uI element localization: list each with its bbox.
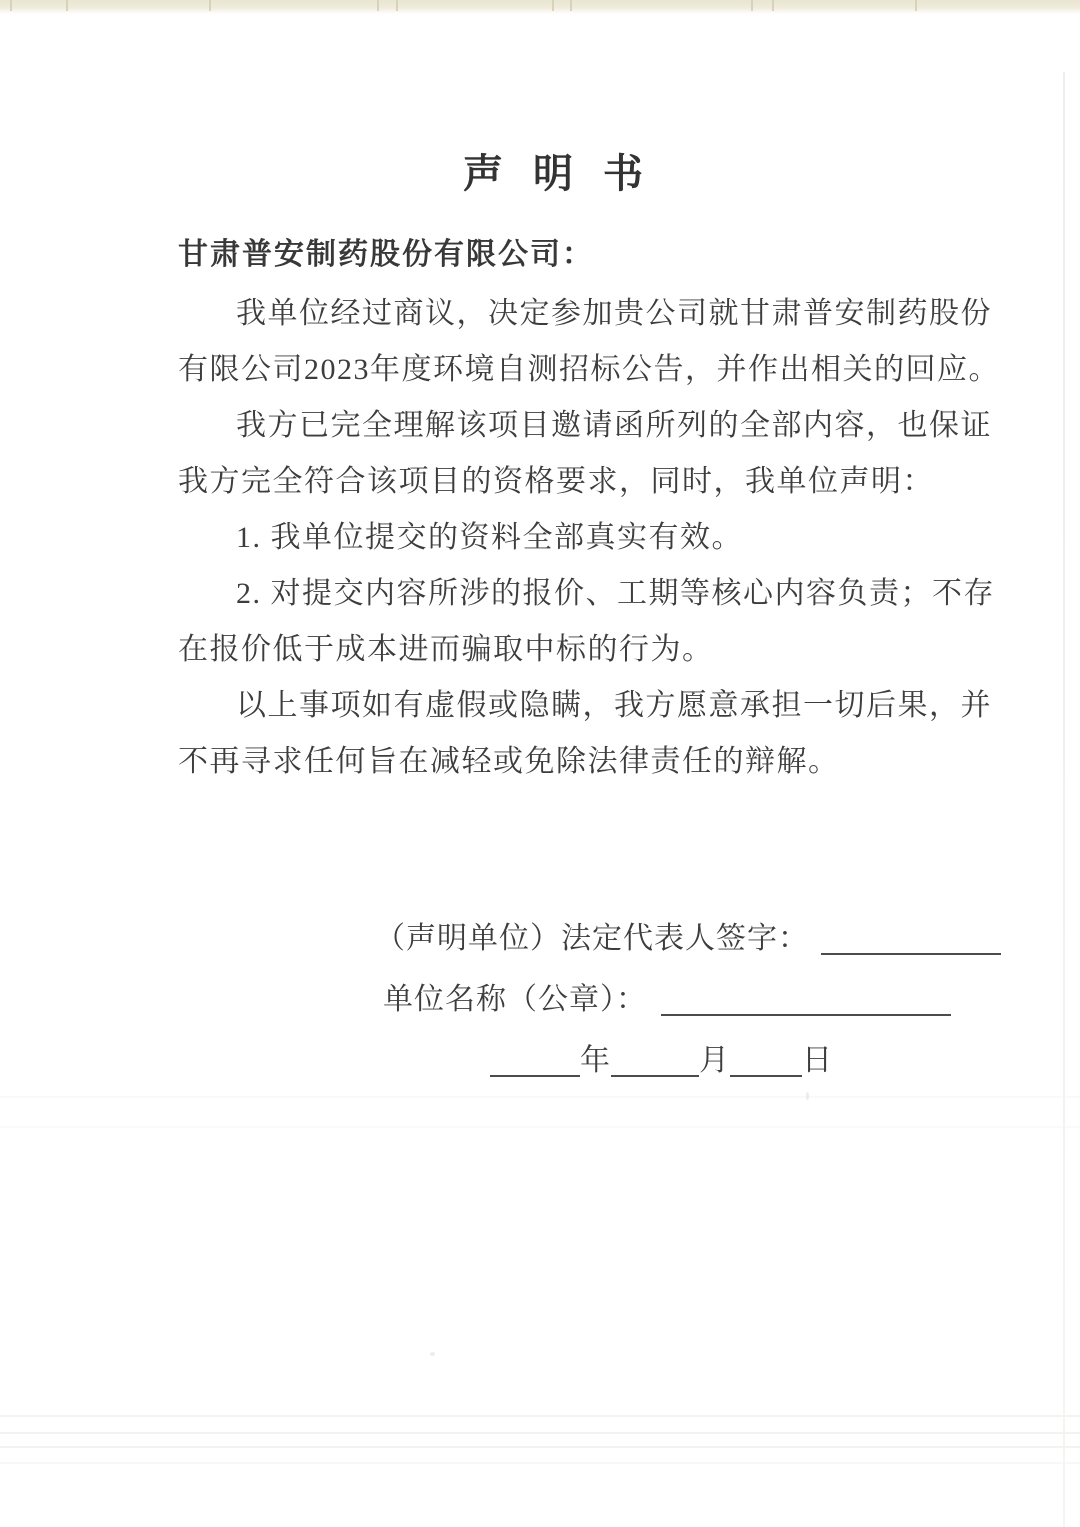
scan-tick-mark [570,0,572,11]
scan-tick-mark [396,0,398,11]
date-month-label: 月 [699,1044,730,1077]
signature-unit-blank-line [661,984,951,1016]
date-day-label: 日 [802,1044,833,1077]
scan-tick-mark [10,0,12,11]
signature-unit-label: 单位名称（公章）： [383,983,647,1016]
signature-block [178,908,928,1091]
signature-rep-blank-line [821,923,1001,955]
signature-rep-label: （声明单位）法定代表人签字： [375,922,809,955]
date-year-blank-line [490,1045,580,1077]
body-line: 我方完全符合该项目的资格要求，同时，我单位声明： [178,465,934,498]
signature-unit-line [178,969,928,1030]
scan-streak-artifact [0,1096,1080,1098]
body-line: 不再寻求任何旨在减轻或免除法律责任的辩解。 [178,745,840,778]
date-month-blank-line [611,1045,699,1077]
document-content [178,150,1000,1091]
scan-tick-mark [552,0,554,11]
scan-top-edge-artifact [0,0,1080,14]
scan-tick-mark [377,0,379,11]
scan-smudge-artifact [430,1352,435,1356]
scan-tick-mark [209,0,211,11]
scan-tick-mark [751,0,753,11]
scan-smudge-artifact [806,1092,809,1100]
document-title: 声明书 [463,151,673,196]
scan-right-edge-artifact [1063,72,1065,1527]
scan-streak-artifact [0,1126,1080,1128]
date-day-blank-line [730,1045,802,1077]
scan-tick-mark [66,0,68,11]
body-line: 2. 对提交内容所涉的报价、工期等核心内容负责；不存 [236,577,995,610]
body-line: 我单位经过商议，决定参加贵公司就甘肃普安制药股份 [236,297,992,330]
scan-tick-mark [915,0,917,11]
signature-rep-line [178,908,928,969]
scan-streak-artifact [0,1432,1080,1434]
body-line: 我方已完全理解该项目邀请函所列的全部内容，也保证 [236,409,992,442]
body-line: 有限公司2023年度环境自测招标公告，并作出相关的回应。 [178,353,1000,386]
scan-streak-artifact [0,1462,1080,1464]
scan-tick-mark [772,0,774,11]
date-line [178,1030,928,1091]
body-line: 在报价低于成本进而骗取中标的行为。 [178,633,714,666]
body-line: 以上事项如有虚假或隐瞒，我方愿意承担一切后果，并 [236,689,992,722]
scan-streak-artifact [0,1446,1080,1448]
date-year-label: 年 [580,1044,611,1077]
scan-streak-artifact [0,1415,1080,1417]
addressee-line: 甘肃普安制药股份有限公司： [178,238,594,271]
body-line: 1. 我单位提交的资料全部真实有效。 [236,521,743,554]
